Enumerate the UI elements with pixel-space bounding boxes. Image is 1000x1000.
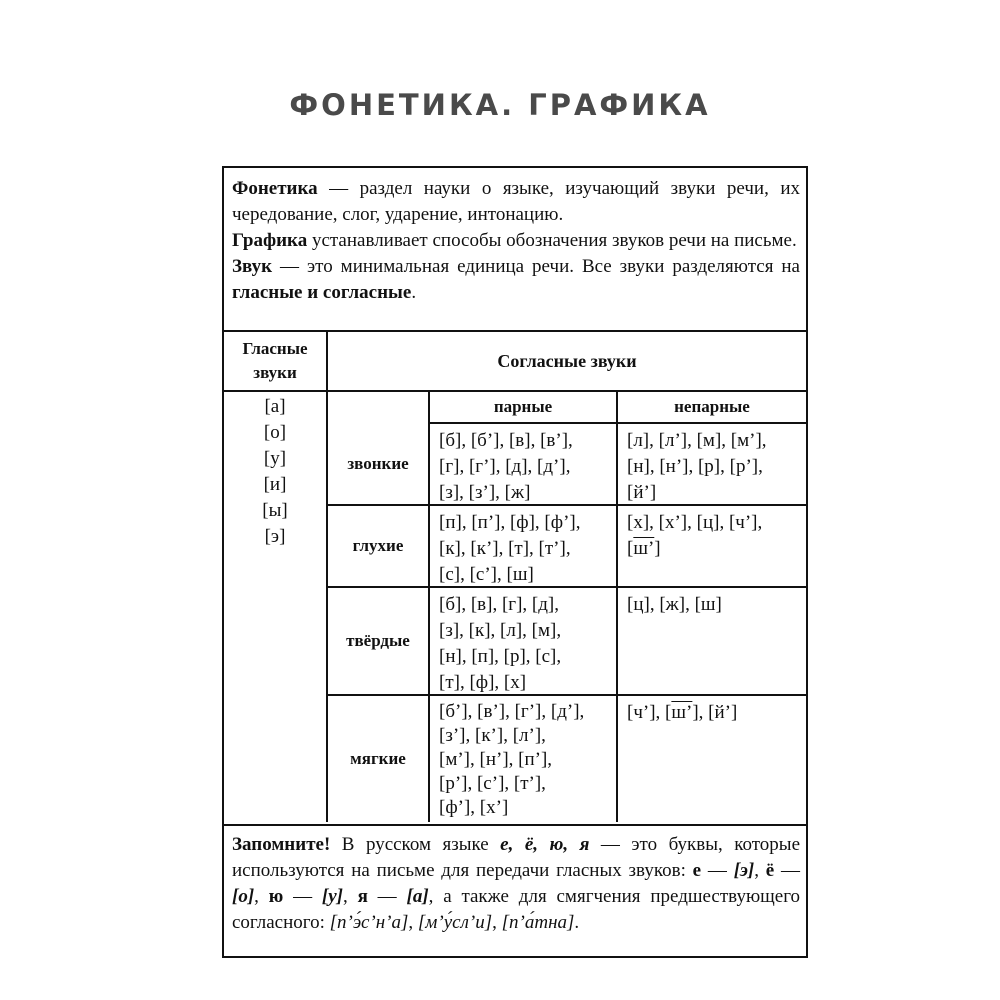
sound-line: [с], [с’], [ш] xyxy=(439,564,534,585)
letter-yo: ё xyxy=(765,860,775,881)
phonetics-table-frame xyxy=(222,166,808,958)
sound-line xyxy=(627,536,806,562)
row-label-hard: твёрдые xyxy=(346,631,410,650)
example-transcription: [п’э́с’н’а] xyxy=(329,912,409,933)
sound-line: [п], [п’], [ф], [ф’], xyxy=(439,512,581,533)
note-letters: е, ё, ю, я xyxy=(500,834,590,855)
sound-line xyxy=(627,700,806,726)
separator: , xyxy=(754,860,766,881)
intro-paragraph-graphics xyxy=(232,228,800,254)
sound-line: [м’], [н’], [п’], xyxy=(439,749,553,770)
sound-line: [р’], [с’], [т’], xyxy=(439,773,546,794)
intro-paragraph-phonetics xyxy=(232,176,800,228)
letter-ya: я xyxy=(357,886,368,907)
sound-line: [б], [б’], [в], [в’], xyxy=(439,430,573,451)
vowels-list xyxy=(224,392,326,550)
cell-voiceless-unpaired xyxy=(618,506,806,562)
remember-note xyxy=(224,824,806,956)
row-label-soft: мягкие xyxy=(350,749,406,768)
example-transcription: [м’у́сл’и] xyxy=(417,912,493,933)
intro-paragraph-sound xyxy=(232,254,800,306)
separator: , xyxy=(492,912,502,933)
sound-line: [б’], [в’], [г’], [д’], xyxy=(439,701,585,722)
vowel-item: [а] xyxy=(264,396,286,417)
cell-soft-paired xyxy=(430,696,616,820)
row-label-voiced: звонкие xyxy=(347,454,409,473)
cell-soft-unpaired xyxy=(618,696,806,726)
intro-block xyxy=(224,168,806,332)
page-title: ФОНЕТИКА. ГРАФИКА xyxy=(289,88,711,122)
sound-u: [у] xyxy=(321,886,343,907)
unpaired-header: непарные xyxy=(618,392,806,424)
example-transcription: [п’а́тна] xyxy=(501,912,575,933)
sound-line: [з], [з’], [ж] xyxy=(439,482,531,503)
letter-e: е xyxy=(692,860,702,881)
sound-line: [ц], [ж], [ш] xyxy=(627,594,722,615)
sound-line: [л], [л’], [м], [м’], xyxy=(627,430,767,451)
sound-text: [ч’], [ xyxy=(627,702,672,723)
sound-line: [г], [г’], [д], [д’], xyxy=(439,456,571,477)
vowel-item: [э] xyxy=(264,526,286,547)
term-sound: Звук xyxy=(232,256,273,277)
cell-voiceless-paired xyxy=(430,506,616,588)
term-graphics: Графика xyxy=(232,230,308,251)
phonetics-definition: — раздел науки о языке, изучающий звуки речи, их чередование, слог, ударение, интонацию. xyxy=(232,178,800,225)
vowels-header xyxy=(224,332,326,392)
sound-line: [з], [к], [л], [м], xyxy=(439,620,562,641)
note-text: — это буквы, которые используются на письме для передачи гласных звуков: xyxy=(232,834,801,881)
sound-line: [з’], [к’], [л’], xyxy=(439,725,546,746)
sound-line: [к], [к’], [т], [т’], xyxy=(439,538,571,559)
sound-definition-end: . xyxy=(411,282,417,303)
note-label: Запомните! xyxy=(232,834,331,855)
vowels-header-line-2: звуки xyxy=(253,363,297,382)
vowel-item: [о] xyxy=(263,422,287,443)
separator: , xyxy=(343,886,358,907)
bracket-open: [ xyxy=(627,538,634,559)
cell-voiced-paired xyxy=(430,424,616,506)
sound-classes: гласные и согласные xyxy=(232,282,412,303)
note-text: В русском языке xyxy=(330,834,501,855)
vowels-header-line-1: Гласные xyxy=(242,339,308,358)
long-soft-sh-sound: ш’ xyxy=(633,538,655,559)
separator: , xyxy=(254,886,269,907)
note-end: . xyxy=(574,912,580,933)
sound-line: [й’] xyxy=(627,482,657,503)
letter-yu: ю xyxy=(268,886,284,907)
note-text: , а также для смягчения предшествующего согласного: xyxy=(232,886,801,933)
cell-hard-unpaired xyxy=(618,588,806,618)
dash: — xyxy=(283,886,322,907)
vowel-item: [ы] xyxy=(262,500,288,521)
vowel-item: [у] xyxy=(263,448,287,469)
dash: — xyxy=(774,860,801,881)
sound-text: ], [й’] xyxy=(692,702,738,723)
sound-line: [ф’], [х’] xyxy=(439,797,509,818)
long-soft-sh-sound: ш’ xyxy=(671,702,693,723)
dash: — xyxy=(367,886,407,907)
sound-line: [х], [х’], [ц], [ч’], xyxy=(627,512,763,533)
vowels-column xyxy=(224,332,328,822)
graphics-definition: устанавливает способы обозначения звуков речи на письме. xyxy=(307,230,797,251)
dash: — xyxy=(701,860,734,881)
sound-line: [т], [ф], [х] xyxy=(439,672,527,693)
bracket-close: ] xyxy=(654,538,661,559)
separator: , xyxy=(408,912,418,933)
cell-voiced-unpaired xyxy=(618,424,806,506)
vowel-item: [и] xyxy=(263,474,287,495)
sound-o: [о] xyxy=(232,886,255,907)
sound-a: [а] xyxy=(406,886,429,907)
paired-header: парные xyxy=(430,392,616,424)
sound-definition: — это минимальная единица речи. Все звуки разделяются на xyxy=(272,256,800,277)
sound-line: [б], [в], [г], [д], xyxy=(439,594,559,615)
sound-e: [э] xyxy=(733,860,755,881)
sound-line: [н], [н’], [р], [р’], xyxy=(627,456,763,477)
term-phonetics: Фонетика xyxy=(232,178,318,199)
sound-line: [н], [п], [р], [с], xyxy=(439,646,562,667)
row-label-voiceless: глухие xyxy=(352,536,404,555)
cell-hard-paired xyxy=(430,588,616,696)
consonants-header: Согласные звуки xyxy=(328,332,806,392)
